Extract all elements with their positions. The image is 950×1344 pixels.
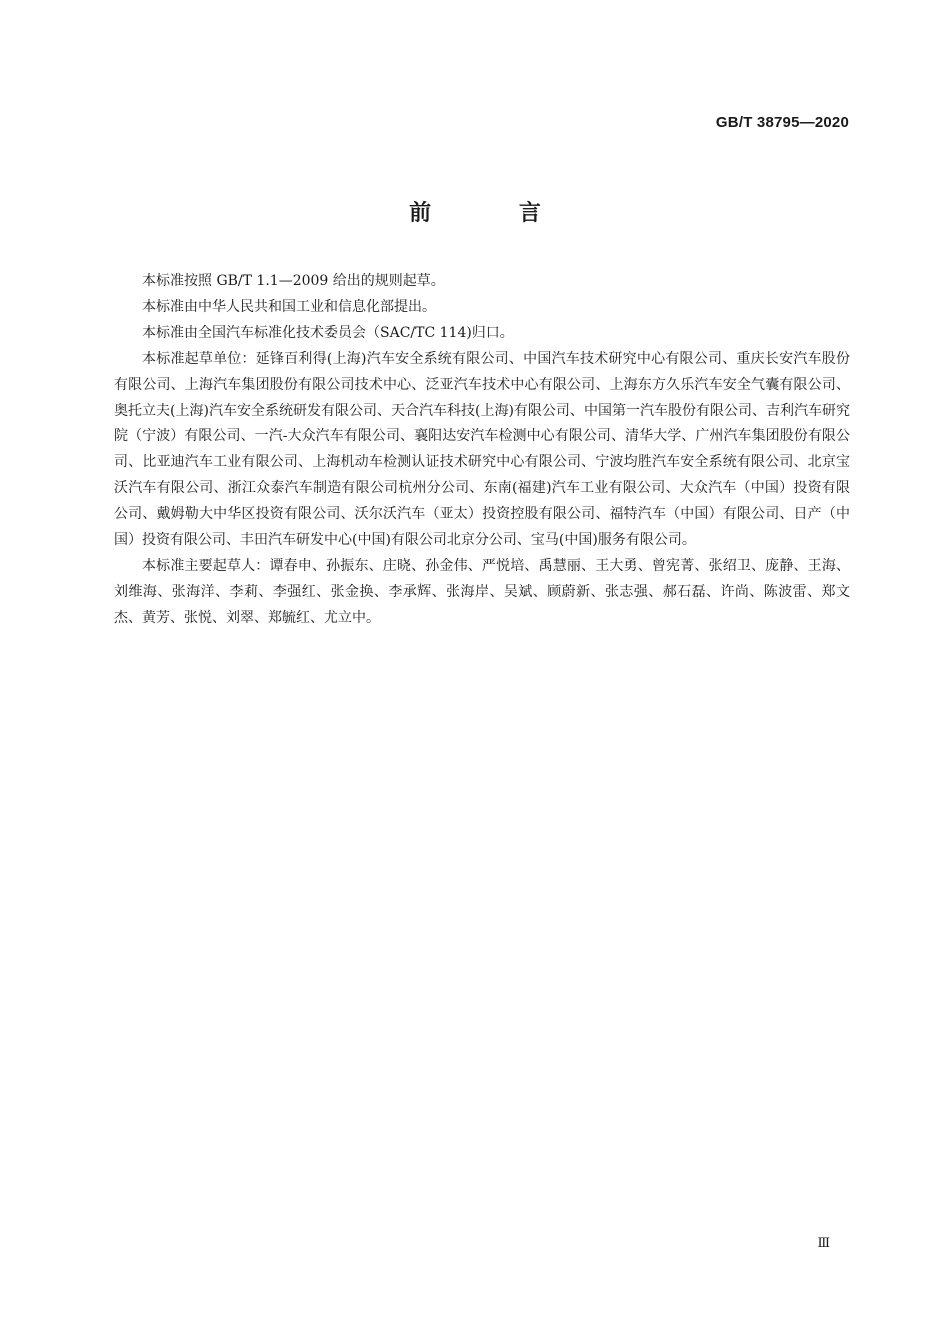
- page-number: Ⅲ: [817, 1236, 830, 1251]
- paragraph-drafting-units: 本标准起草单位：延锋百利得(上海)汽车安全系统有限公司、中国汽车技术研究中心有限公司、重庆长安汽车股份有限公司、上海汽车集团股份有限公司技术中心、泛亚汽车技术中心有限公司、上海东方久乐汽车安全气囊有限公司、奥托立夫(上海)汽车安全系统研发有限公司、天合汽车科技(上海)有限公司、中国第一汽车股份有限公司、吉利汽车研究院（宁波）有限公司、一汽-大众汽车有限公司、襄阳达安汽车检测中心有限公司、清华大学、广州汽车集团股份有限公司、比亚迪汽车工业有限公司、上海机动车检测认证技术研究中心有限公司、宁波均胜汽车安全系统有限公司、北京宝沃汽车有限公司、浙江众泰汽车制造有限公司杭州分公司、东南(福建)汽车工业有限公司、大众汽车（中国）投资有限公司、戴姆勒大中华区投资有限公司、沃尔沃汽车（亚太）投资控股有限公司、福特汽车（中国）有限公司、日产（中国）投资有限公司、丰田汽车研发中心(中国)有限公司北京分公司、宝马(中国)服务有限公司。: [114, 350, 850, 549]
- standard-number-header: GB/T 38795—2020: [715, 114, 849, 131]
- paragraph-drafters: 本标准主要起草人：谭春申、孙振东、庄晓、孙金伟、严悦培、禹慧丽、王大勇、曾宪菁、张绍卫、庞静、王海、刘维海、张海洋、李莉、李强红、张金换、李承辉、张海岸、吴斌、顾蔚新、张志强、郝石磊、许尚、陈波雷、郑文杰、黄芳、张悦、刘翠、郑毓红、尤立中。: [114, 557, 850, 626]
- foreword-body: [114, 269, 850, 632]
- paragraph-administrator: 本标准由全国汽车标准化技术委员会（SAC/TC 114)归口。: [142, 324, 514, 341]
- paragraph-drafting-rules: 本标准按照 GB/T 1.1—2009 给出的规则起草。: [142, 273, 445, 289]
- page-title: 前 言: [409, 201, 581, 226]
- paragraph-proposer: 本标准由中华人民共和国工业和信息化部提出。: [142, 298, 436, 315]
